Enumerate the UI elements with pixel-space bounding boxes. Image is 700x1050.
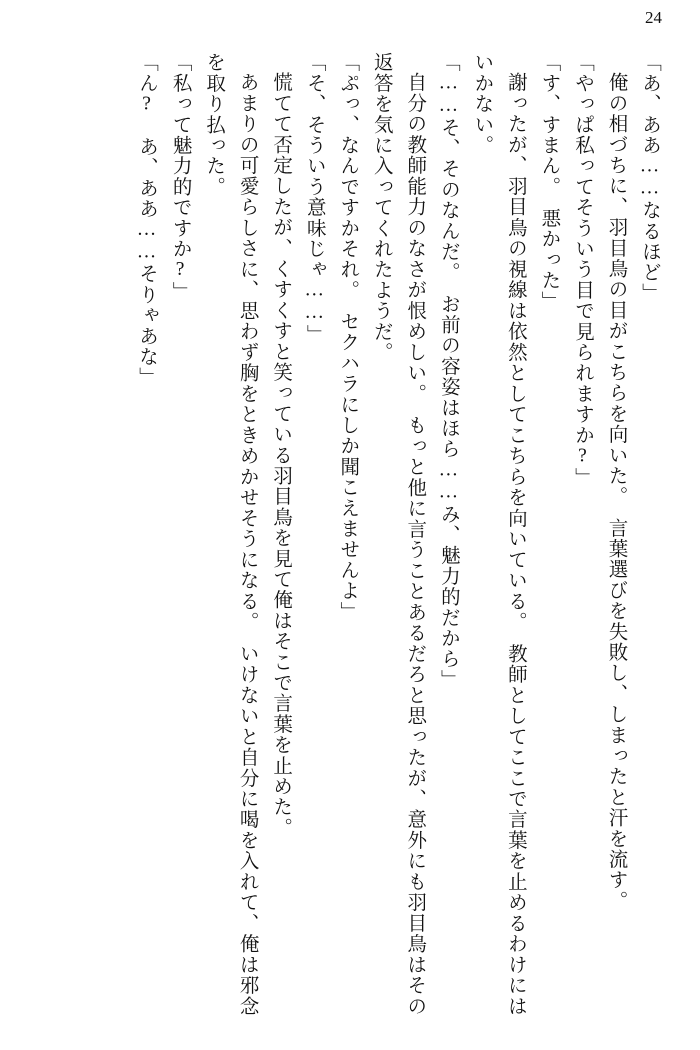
paragraph: 「ぷっ、なんですかそれ。 セクハラにしか聞こえませんよ」 xyxy=(337,52,359,622)
paragraph: 自分の教師能力のなさが恨めしい。 もっと他に言うことあるだろと思ったが、意外にも羽目鳥はその返答を気に入ってくれたようだ。 xyxy=(370,52,426,1016)
paragraph: 「あ、ああ……なるほど」 xyxy=(639,52,660,304)
paragraph: 慌てて否定したが、くすくすと笑っている羽目鳥を見て俺はそこで言葉を止めた。 xyxy=(270,71,292,838)
paragraph: あまりの可愛らしさに、思わず胸をときめかせそうになる。 いけないと自分に喝を入れて、俺は邪念を取り払った。 xyxy=(203,52,258,1016)
paragraph: 「ん? あ、ああ……そりゃあな」 xyxy=(136,52,158,388)
paragraph: 俺の相づちに、羽目鳥の目がこちらを向いた。 言葉選びを失敗し、しまったと汗を流す。 xyxy=(605,71,627,911)
paragraph: 「そ、そういう意味じゃ……」 xyxy=(303,52,325,345)
paragraph: 謝ったが、羽目鳥の視線は依然としてこちらを向いている。 教師としてここで言葉を止めるわけにはいかない。 xyxy=(471,52,526,1016)
paragraph: 「す、すまん。 悪かった」 xyxy=(538,52,560,312)
paragraph: 「やっぱ私ってそういう目で見られますか?」 xyxy=(571,52,593,489)
paragraph: 「私って魅力的ですか?」 xyxy=(169,52,191,302)
page-number: 24 xyxy=(645,8,662,27)
vertical-text-body xyxy=(56,52,666,1016)
paragraph: 「……そ、そのなんだ。 お前の容姿はほら……み、魅力的だから」 xyxy=(437,52,459,690)
